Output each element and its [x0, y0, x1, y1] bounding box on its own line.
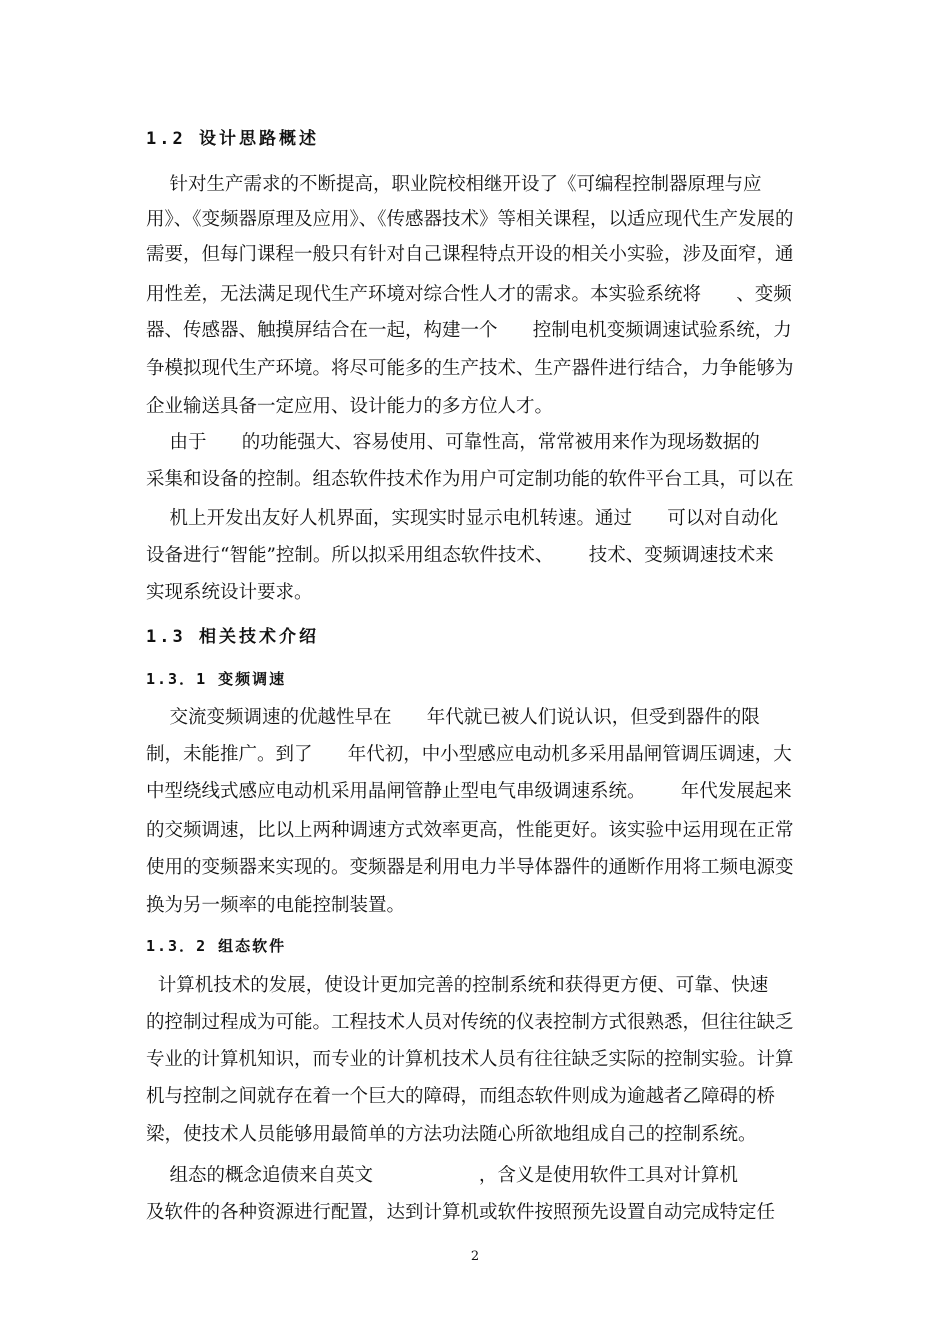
- paragraph-line: 换为另一频率的电能控制装置。: [146, 895, 406, 916]
- paragraph-line: 机与控制之间就存在着一个巨大的障碍，而组态软件则成为逾越者乙障碍的桥: [146, 1086, 776, 1107]
- paragraph-line: 交流变频调速的优越性早在 年代就已被人们说认识，但受到器件的限: [146, 707, 760, 728]
- paragraph-line: 中型绕线式感应电动机采用晶闸管静止型电气串级调速系统。 年代发展起来: [146, 781, 792, 802]
- subsection-heading-1-3-1: 1.3．1 变频调速: [146, 670, 287, 688]
- paragraph-line: 制，未能推广。到了 年代初，中小型感应电动机多采用晶闸管调压调速，大: [146, 744, 792, 765]
- paragraph-line: 的控制过程成为可能。工程技术人员对传统的仪表控制方式很熟悉，但往往缺乏: [146, 1012, 794, 1033]
- paragraph-line: 企业输送具备一定应用、设计能力的多方位人才。: [146, 396, 554, 417]
- paragraph-line: 实现系统设计要求。: [146, 582, 313, 603]
- paragraph-line: 争模拟现代生产环境。将尽可能多的生产技术、生产器件进行结合，力争能够为: [146, 358, 794, 379]
- subsection-heading-1-3-2: 1.3．2 组态软件: [146, 937, 287, 955]
- paragraph-line: 组态的概念追债来自英文 ，含义是使用软件工具对计算机: [146, 1165, 738, 1186]
- paragraph-line: 针对生产需求的不断提高，职业院校相继开设了《可编程控制器原理与应: [146, 174, 762, 195]
- paragraph-line: 专业的计算机知识，而专业的计算机技术人员有往往缺乏实际的控制实验。计算: [146, 1049, 794, 1070]
- paragraph-line: 用》、《变频器原理及应用》、《传感器技术》等相关课程，以适应现代生产发展的: [146, 209, 794, 230]
- paragraph-line: 器、传感器、触摸屏结合在一起，构建一个 控制电机变频调速试验系统，力: [146, 320, 792, 341]
- section-heading-1-2: 1.2 设计思路概述: [146, 129, 319, 149]
- section-heading-1-3: 1.3 相关技术介绍: [146, 627, 319, 647]
- paragraph-line: 机上开发出友好人机界面，实现实时显示电机转速。通过 可以对自动化: [146, 508, 779, 529]
- page-number: 2: [470, 1249, 480, 1264]
- paragraph-line: 用性差，无法满足现代生产环境对综合性人才的需求。本实验系统将 、变频: [146, 284, 792, 305]
- paragraph-line: 的交频调速，比以上两种调速方式效率更高，性能更好。该实验中运用现在正常: [146, 820, 794, 841]
- paragraph-line: 设备进行“智能”控制。所以拟采用组态软件技术、 技术、变频调速技术来: [146, 545, 774, 566]
- paragraph-line: 计算机技术的发展，使设计更加完善的控制系统和获得更方便、可靠、快速: [146, 975, 769, 996]
- paragraph-line: 采集和设备的控制。组态软件技术作为用户可定制功能的软件平台工具，可以在: [146, 469, 794, 490]
- paragraph-line: 及软件的各种资源进行配置，达到计算机或软件按照预先设置自动完成特定任: [146, 1202, 776, 1223]
- paragraph-line: 由于 的功能强大、容易使用、可靠性高，常常被用来作为现场数据的: [146, 432, 760, 453]
- paragraph-line: 需要，但每门课程一般只有针对自己课程特点开设的相关小实验，涉及面窄，通: [146, 244, 794, 265]
- paragraph-line: 使用的变频器来实现的。变频器是利用电力半导体器件的通断作用将工频电源变: [146, 857, 794, 878]
- paragraph-line: 梁，使技术人员能够用最简单的方法功法随心所欲地组成自己的控制系统。: [146, 1124, 757, 1145]
